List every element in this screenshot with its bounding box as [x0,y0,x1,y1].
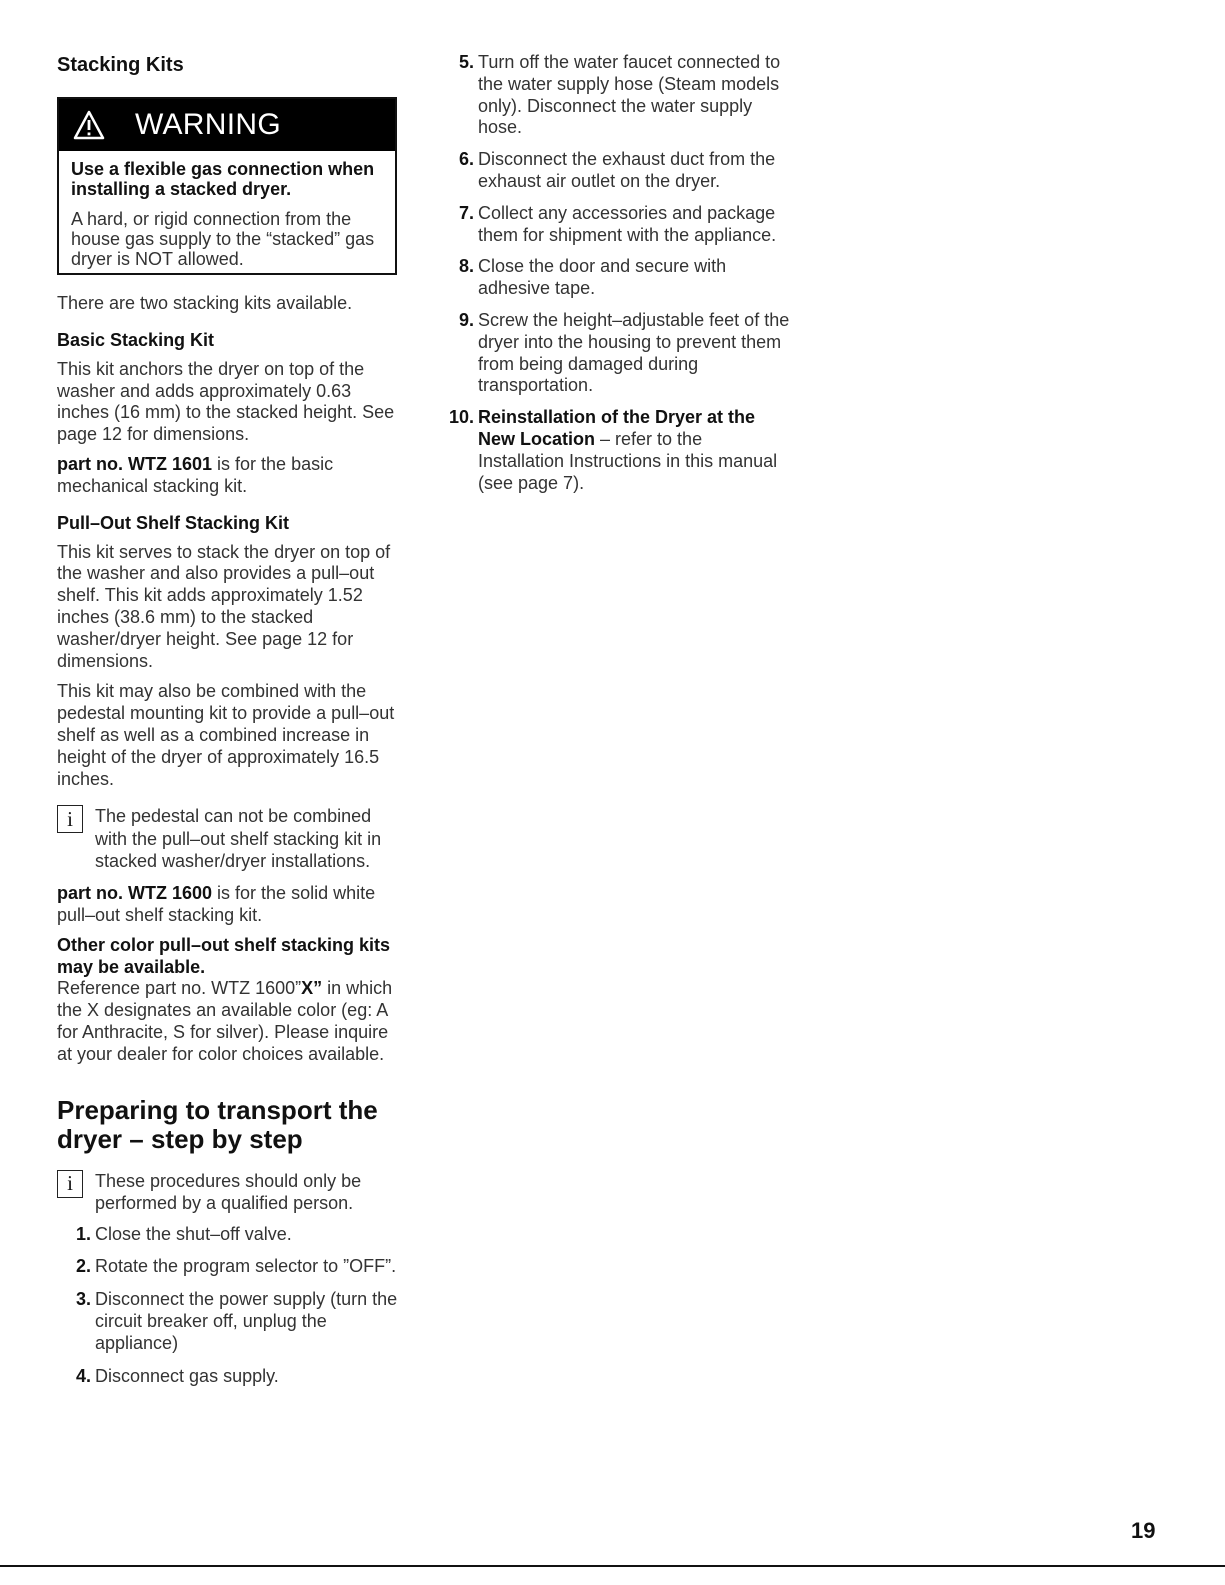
step-item [57,1289,402,1354]
step-text: Disconnect the exhaust duct from the exhaust air outlet on the dryer. [478,149,776,191]
step-item [445,149,790,193]
bottom-rule [0,1565,1225,1567]
basic-kit-part-label: part no. WTZ 1601 [57,453,213,474]
step-text: Disconnect gas supply. [95,1365,279,1386]
step-number: 4. [75,1365,91,1386]
right-column [445,52,790,494]
step-number: 9. [458,309,474,330]
basic-kit-text: This kit anchors the dryer on top of the washer and adds approximately 0.63 inches (16 mm) to the stacked height. See page 12 for dimensions. [57,358,395,445]
step-text: Turn off the water faucet connected to the water supply hose (Steam models only). Disconnect the water supply hose. [478,52,781,138]
other-color-text [57,978,402,1065]
other-color-x: X” [301,978,323,999]
basic-kit-part [57,454,402,498]
warning-header [59,99,395,151]
pullout-kit-heading: Pull–Out Shelf Stacking Kit [57,512,290,533]
basic-kit-part-text: is for the basic mechanical stacking kit. [57,453,334,496]
step-number: 6. [458,149,474,170]
step-number: 5. [458,52,474,72]
other-color-pre: Reference part no. WTZ 1600” [57,978,302,999]
left-column [57,52,402,1387]
step-item [57,1224,402,1246]
warning-box [57,97,397,275]
stacking-kits-heading: Stacking Kits [57,54,184,76]
step-item [445,407,790,494]
page-number: 19 [1131,1518,1156,1543]
step-text: Close the shut–off valve. [95,1223,292,1244]
step-number: 8. [458,256,474,277]
step-rest-text: – refer to the Installation Instructions in this manual (see page 7). [478,428,778,493]
step-number: 2. [75,1256,91,1277]
pullout-kit-text2: This kit may also be combined with the pedestal mounting kit to provide a pull–out shelf as well as a combined increase in height of the dryer of approximately 16.5 inches. [57,681,395,789]
step-number: 7. [458,202,474,223]
pullout-kit-part [57,883,402,927]
transport-info-text: These procedures should only be performed by a qualified person. [95,1170,362,1214]
step-text: Close the door and secure with adhesive tape. [478,256,727,299]
transport-info-note [57,1170,402,1215]
pullout-info-note [57,805,402,873]
step-item [445,203,790,247]
step-item [445,310,790,397]
pullout-kit-part-text: is for the solid white pull–out shelf stacking kit. [57,882,376,925]
other-color-post: in which the X designates an available color (eg: A for Anthracite, S for silver). Please inquire at your dealer for color choices available. [57,978,393,1064]
pullout-info-text: The pedestal can not be combined with the pull–out shelf stacking kit in stacked washer/dryer installations. [95,806,382,872]
transport-steps-list [445,52,790,494]
transport-heading: Preparing to transport the dryer – step by step [57,1094,378,1154]
warning-body [59,151,395,273]
warning-lead: Use a flexible gas connection when installing a stacked dryer. [71,159,375,199]
info-icon: i [57,1170,83,1198]
step-item [57,1366,402,1388]
step-number: 10. [448,407,474,428]
step-item [445,256,790,300]
step-text [478,407,790,494]
step-text: Screw the height–adjustable feet of the dryer into the housing to prevent them from being damaged during transportation. [478,309,790,396]
step-text: Disconnect the power supply (turn the circuit breaker off, unplug the appliance) [95,1289,398,1353]
step-item [57,1256,402,1278]
other-color-heading: Other color pull–out shelf stacking kits may be available. [57,935,391,978]
step-item [445,52,790,139]
warning-triangle-icon [73,110,105,140]
step-number: 3. [75,1289,91,1310]
step-bold-text: Reinstallation of the Dryer at the New Location [478,407,756,449]
step-text: Rotate the program selector to ”OFF”. [95,1256,397,1277]
pullout-kit-text1: This kit serves to stack the dryer on top of the washer and also provides a pull–out shelf. This kit adds approximately 1.52 inches (38.6 mm) to the stacked washer/dryer height. See page 12 for dimensions. [57,541,391,671]
warning-text: A hard, or rigid connection from the house gas supply to the “stacked” gas dryer is NOT allowed. [71,209,375,269]
step-number: 1. [75,1223,91,1244]
basic-kit-heading: Basic Stacking Kit [57,329,215,350]
stacking-intro: There are two stacking kits available. [57,293,353,313]
step-text: Collect any accessories and package them for shipment with the appliance. [478,202,777,245]
pullout-kit-part-label: part no. WTZ 1600 [57,882,213,903]
warning-label: WARNING [135,108,281,141]
info-icon: i [57,805,83,833]
transport-steps-list [57,1224,402,1388]
